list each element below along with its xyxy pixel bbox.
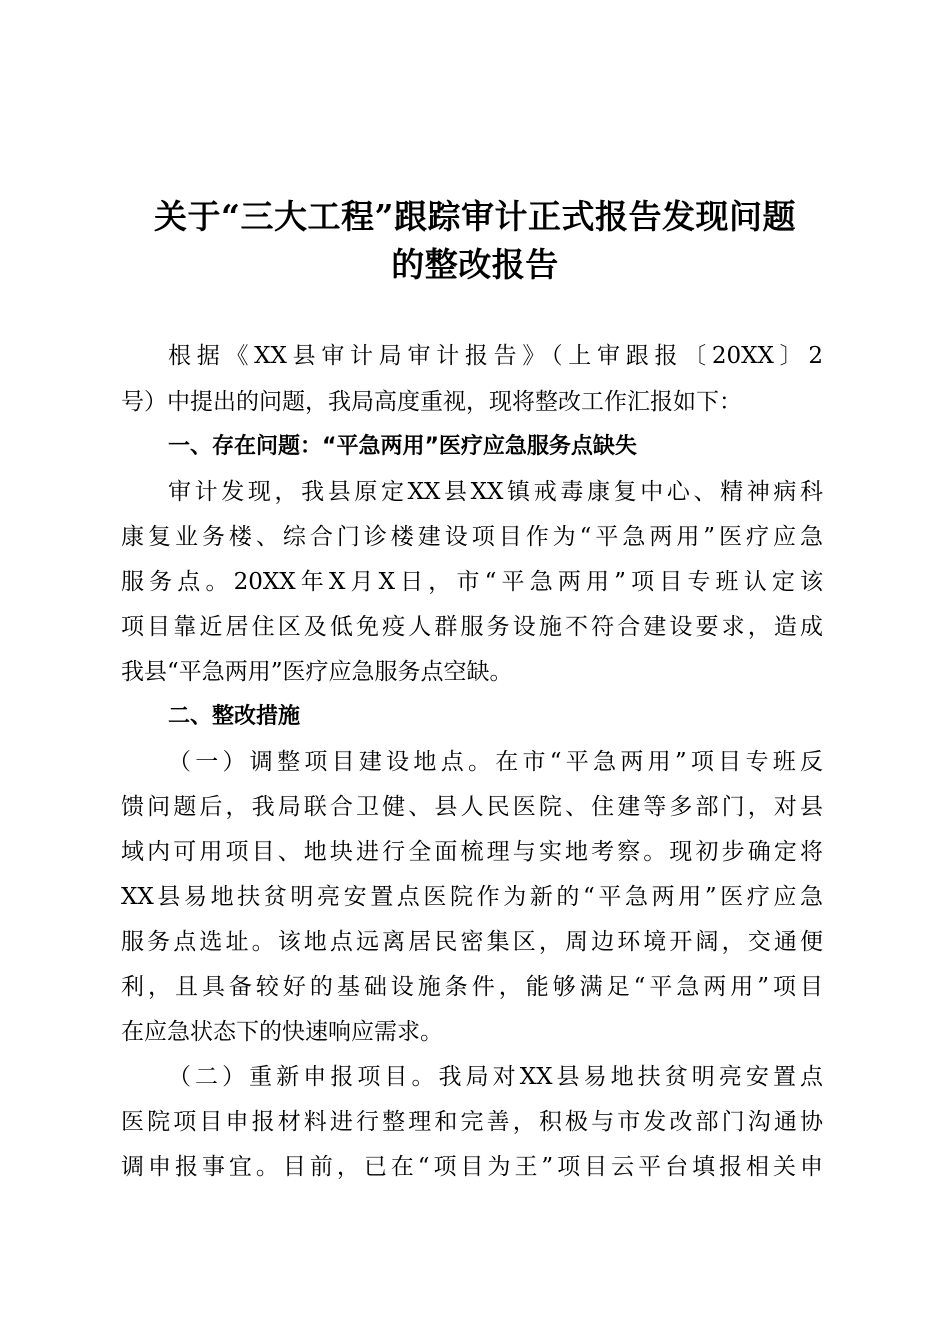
measure-1-line: 馈问题后，我局联合卫健、县人民医院、住建等多部门，对县: [121, 794, 823, 820]
measure-1-line: 域内可用项目、地块进行全面梳理与实地考察。现初步确定将: [121, 839, 823, 865]
problem-paragraph-line: 项目靠近居住区及低免疫人群服务设施不符合建设要求，造成: [121, 614, 823, 640]
problem-paragraph-line: 服务点。20XX年X月X日，市“平急两用”项目专班认定该: [121, 569, 823, 595]
measure-1-line: 在应急状态下的快速响应需求。: [121, 1019, 443, 1045]
problem-paragraph-line: 康复业务楼、综合门诊楼建设项目作为“平急两用”医疗应急: [121, 524, 823, 550]
measure-2-line: 调申报事宜。目前，已在“项目为王”项目云平台填报相关申: [121, 1154, 823, 1180]
measure-1-line: XX县易地扶贫明亮安置点医院作为新的“平急两用”医疗应急: [121, 884, 823, 910]
measure-2-line: （二）重新申报项目。我局对XX县易地扶贫明亮安置点: [168, 1064, 823, 1090]
problem-paragraph-line: 审计发现，我县原定XX县XX镇戒毒康复中心、精神病科: [168, 479, 823, 505]
intro-line-2: 号）中提出的问题，我局高度重视，现将整改工作汇报如下：: [121, 389, 742, 415]
section-heading-measures: 二、整改措施: [168, 704, 301, 729]
measure-1-line: （一）调整项目建设地点。在市“平急两用”项目专班反: [168, 749, 823, 775]
measure-1-line: 服务点选址。该地点远离居民密集区，周边环境开阔，交通便: [121, 929, 823, 955]
document-title-line-2: 的整改报告: [391, 245, 559, 284]
measure-1-line: 利，且具备较好的基础设施条件，能够满足“平急两用”项目: [121, 974, 823, 1000]
document-title-line-1: 关于“三大工程”跟踪审计正式报告发现问题: [154, 197, 796, 236]
section-heading-problems: 一、存在问题：“平急两用”医疗应急服务点缺失: [168, 434, 637, 459]
intro-line-1: 根据《XX县审计局审计报告》（上审跟报〔20XX〕2: [168, 343, 823, 369]
problem-paragraph-line: 我县“平急两用”医疗应急服务点空缺。: [121, 659, 513, 685]
measure-2-line: 医院项目申报材料进行整理和完善，积极与市发改部门沟通协: [121, 1109, 823, 1135]
